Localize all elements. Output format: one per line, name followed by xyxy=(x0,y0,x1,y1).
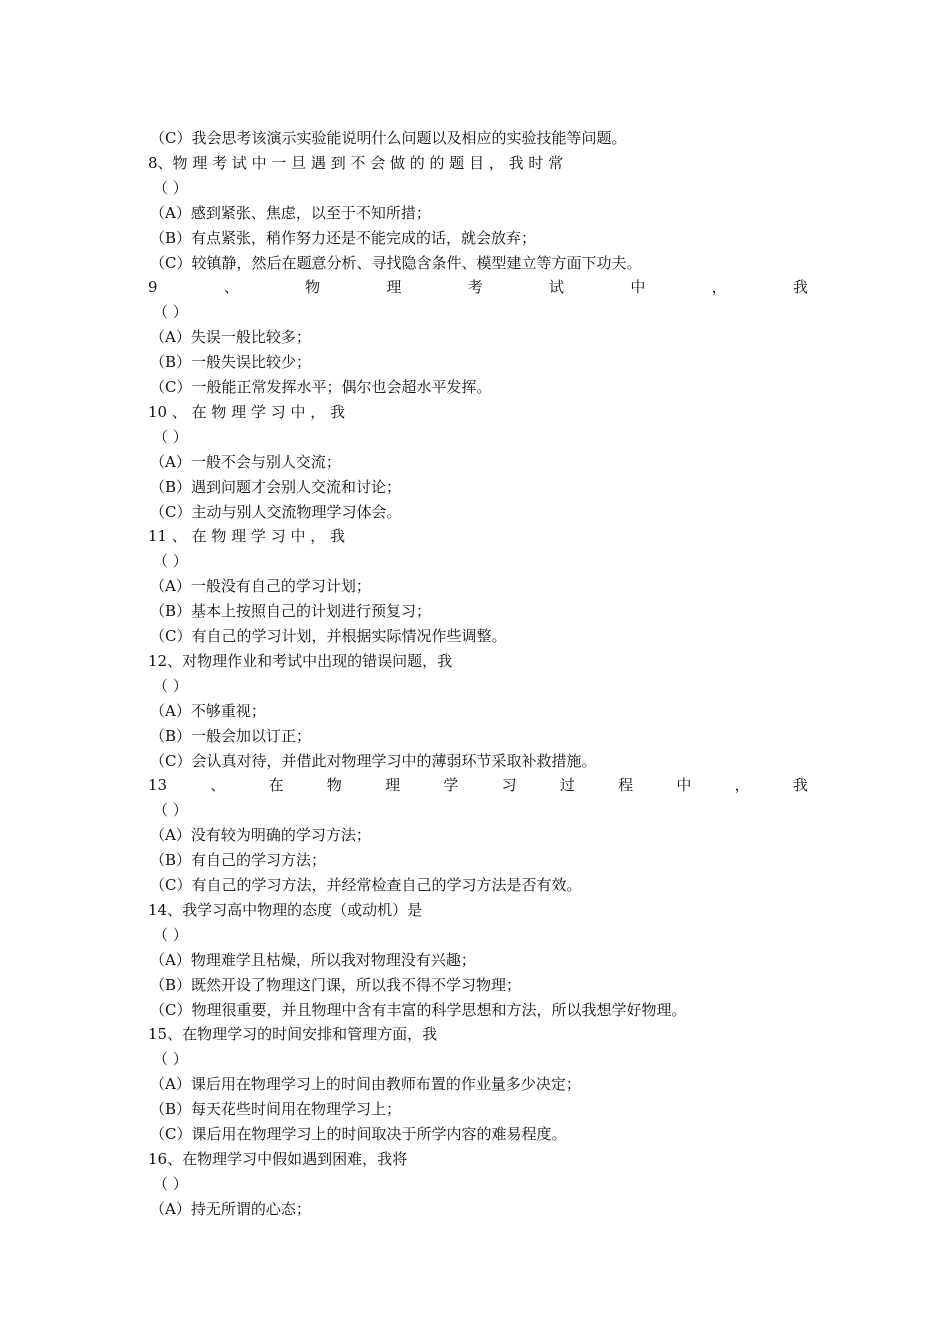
question-word: 我 xyxy=(792,278,808,297)
question-word: 物 xyxy=(326,776,342,795)
answer-blank: （ ） xyxy=(153,676,188,695)
question-word: ， xyxy=(711,278,727,297)
answer-option: （A）物理难学且枯燥，所以我对物理没有兴趣； xyxy=(150,950,476,969)
answer-option: （C）有自己的学习计划，并根据实际情况作些调整。 xyxy=(150,627,507,645)
answer-blank: （ ） xyxy=(153,552,188,571)
answer-option: （A）持无所谓的心态； xyxy=(150,1199,311,1218)
question-word: 程 xyxy=(618,776,634,795)
answer-option: （B）每天花些时间用在物理学习上； xyxy=(150,1100,402,1119)
answer-option: （A）一般没有自己的学习计划； xyxy=(150,577,371,596)
answer-option: （A）没有较为明确的学习方法； xyxy=(150,826,371,845)
question-line: 14、我学习高中物理的态度（或动机）是 xyxy=(148,900,423,919)
answer-option: （C）有自己的学习方法，并经常检查自己的学习方法是否有效。 xyxy=(150,876,582,894)
answer-option: （A）不够重视； xyxy=(150,701,266,720)
question-word: 中 xyxy=(630,278,646,297)
answer-blank: （ ） xyxy=(153,1174,188,1193)
question-word: 、 xyxy=(210,776,226,795)
question-line: 12、对物理作业和考试中出现的错误问题，我 xyxy=(148,651,453,670)
answer-option: （A）失误一般比较多； xyxy=(150,328,311,347)
answer-option: （C）会认真对待，并借此对物理学习中的薄弱环节采取补救措施。 xyxy=(150,751,597,770)
answer-option: （A）感到紧张、焦虑，以至于不知所措； xyxy=(150,203,431,222)
answer-blank: （ ） xyxy=(153,801,188,820)
answer-blank: （ ） xyxy=(153,1050,188,1069)
question-line: 16、在物理学习中假如遇到困难，我将 xyxy=(148,1149,408,1168)
answer-option: （B）有自己的学习方法； xyxy=(150,851,327,870)
question-word: 习 xyxy=(501,776,517,795)
answer-option: （C）课后用在物理学习上的时间取决于所学内容的难易程度。 xyxy=(150,1125,567,1143)
answer-option: （B）有点紧张，稍作努力还是不能完成的话，就会放弃； xyxy=(150,228,537,247)
answer-option: （C）一般能正常发挥水平；偶尔也会超水平发挥。 xyxy=(150,378,492,396)
answer-blank: （ ） xyxy=(153,925,188,944)
question-word: 我 xyxy=(792,776,808,795)
answer-option: （A）一般不会与别人交流； xyxy=(150,452,341,471)
question-word: 试 xyxy=(549,278,565,297)
answer-option: （B）遇到问题才会别人交流和讨论； xyxy=(150,477,402,496)
question-word: 中 xyxy=(676,776,692,795)
question-line xyxy=(148,275,808,299)
question-word: 、 xyxy=(223,278,239,297)
question-line: 11 、 在 物 理 学 习 中 ， 我 xyxy=(148,527,346,546)
answer-option: （C）物理很重要，并且物理中含有丰富的科学思想和方法，所以我想学好物理。 xyxy=(150,1000,687,1019)
answer-blank: （ ） xyxy=(153,427,188,446)
question-line: 8、物 理 考 试 中 一 旦 遇 到 不 会 做 的 的 题 目 ， 我 时 常 xyxy=(148,153,564,172)
question-line: 10 、 在 物 理 学 习 中 ， 我 xyxy=(148,402,346,421)
answer-option: （B）既然开设了物理这门课，所以我不得不学习物理； xyxy=(150,975,522,994)
question-word: 过 xyxy=(559,776,575,795)
question-word: 在 xyxy=(268,776,284,795)
question-word: ， xyxy=(734,776,750,795)
answer-option: （A）课后用在物理学习上的时间由教师布置的作业量多少决定； xyxy=(150,1075,581,1094)
question-word: 物 xyxy=(305,278,321,297)
question-word: 考 xyxy=(467,278,483,297)
question-line: 15、在物理学习的时间安排和管理方面，我 xyxy=(148,1025,438,1044)
question-line xyxy=(148,773,808,797)
question-word: 理 xyxy=(385,776,401,795)
answer-option: （C）主动与别人交流物理学习体会。 xyxy=(150,502,402,521)
answer-option: （B）基本上按照自己的计划进行预复习； xyxy=(150,602,432,621)
question-word: 13 xyxy=(148,776,168,795)
answer-option: （B）一般会加以订正； xyxy=(150,726,312,745)
answer-option: （B）一般失误比较少； xyxy=(150,353,312,372)
question-word: 9 xyxy=(148,278,158,297)
answer-blank: （ ） xyxy=(153,178,188,197)
question-word: 学 xyxy=(443,776,459,795)
answer-option: （C）我会思考该演示实验能说明什么问题以及相应的实验技能等问题。 xyxy=(150,129,627,147)
answer-blank: （ ） xyxy=(153,303,188,322)
answer-option: （C）较镇静，然后在题意分析、寻找隐含条件、模型建立等方面下功夫。 xyxy=(150,253,642,272)
question-word: 理 xyxy=(386,278,402,297)
